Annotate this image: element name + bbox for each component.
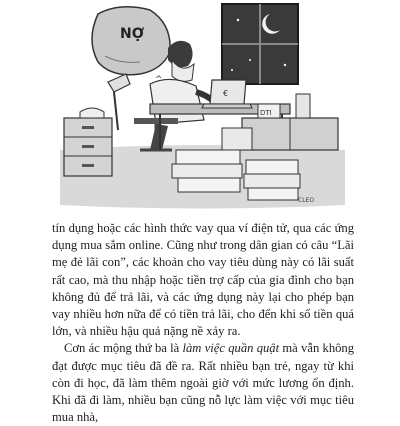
artist-signature: CLEO <box>298 197 315 204</box>
drawer-cabinet <box>64 108 112 176</box>
person-shirt <box>150 79 204 124</box>
svg-text:^: ^ <box>155 75 163 85</box>
body-text <box>52 220 354 426</box>
laptop-icon <box>202 80 252 108</box>
svg-text:€: € <box>223 89 229 98</box>
boulder-label: NỢ <box>120 26 144 42</box>
paragraph-2-start: Cơn ác mộng thứ ba là <box>64 341 183 356</box>
right-cabinet <box>242 94 338 150</box>
paragraph-1: tín dụng hoặc các hình thức vay qua ví điện tử, qua các ứng dụng mua sắm online. Cũng như trong dân gian có câu “Lãi mẹ đẻ lãi con”, các khoản cho vay tiêu dùng này có lãi suất rất cao, mà thu nhập hoặc tiền trợ cấp của gia đình cho bạn không đủ để trả lãi, và các ứng dụng này lại cho phép bạn vay nhiều hơn nữa để có tiền trả lãi, cho đến khi số tiền quá lớn, và nhiều hậu quả nặng nề xảy ra. <box>52 221 354 339</box>
svg-text:DTI: DTI <box>260 109 272 117</box>
paragraph-2 <box>52 340 354 426</box>
chair <box>134 118 178 150</box>
paragraph-2-rest: mà vẫn không đạt được mục tiêu đã đề ra. Rất nhiều bạn trẻ, ngay từ khi còn đi học, đã làm thêm ngoài giờ với mức lương ổn định. Khi đã đi làm, nhiều bạn cũng nỗ lực làm việc với mục tiêu mua nhà, <box>52 341 355 425</box>
paragraph-2-emphasis: làm việc quần quật <box>182 341 280 356</box>
debt-boulder <box>92 7 170 75</box>
window <box>222 4 298 84</box>
